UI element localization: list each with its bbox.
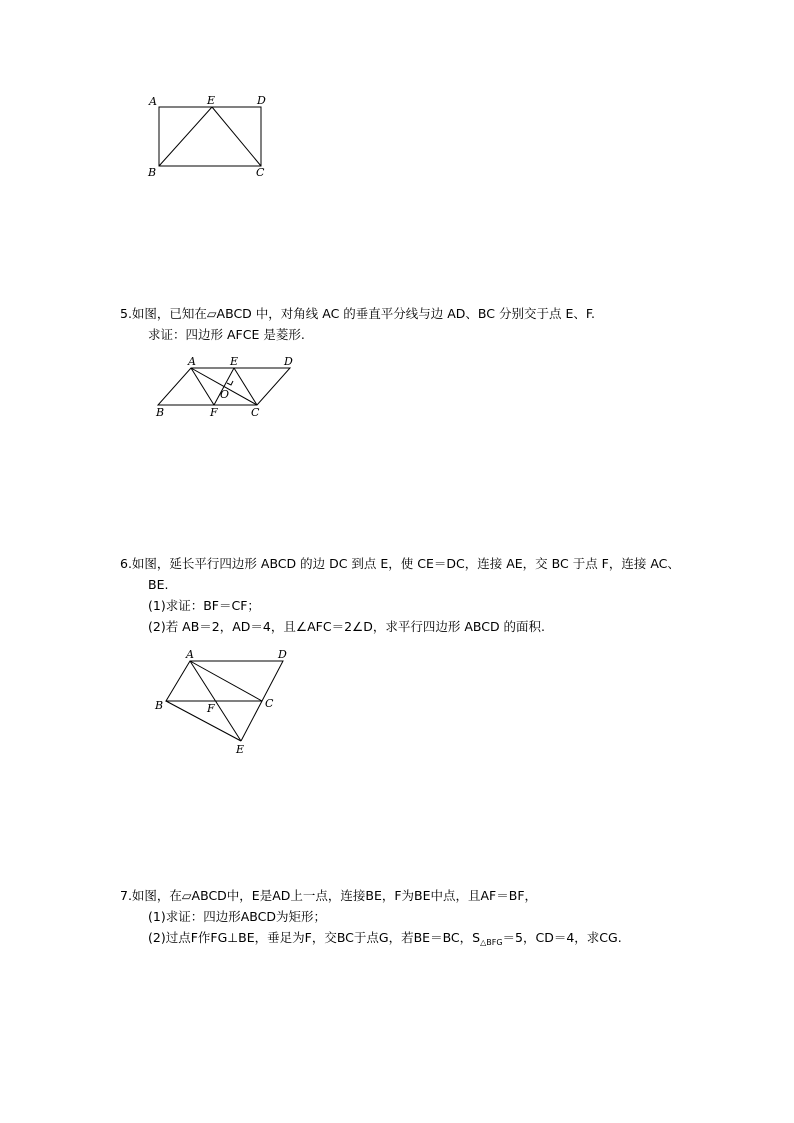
label-b: B — [156, 406, 165, 419]
label-a: A — [186, 648, 194, 661]
label-e: E — [230, 355, 239, 368]
problem6-part1: (1)求证：BF＝CF； — [148, 598, 260, 613]
problem5-statement: 5.如图，已知在▱ABCD 中，对角线 AC 的垂直平分线与边 AD、BC 分别交于点 E、F. — [120, 306, 596, 321]
problem7-part2-text-a: (2)过点F作FG⊥BE，垂足为F，交BC于点G，若BE＝BC，S — [148, 930, 481, 945]
label-a: A — [188, 355, 196, 368]
problem6-statement-line2: BE. — [148, 577, 169, 592]
segment-ac — [190, 661, 262, 701]
label-e: E — [207, 94, 216, 107]
label-c: C — [256, 166, 265, 179]
segment-be — [166, 701, 241, 741]
problem6-statement-line1: 6.如图，延长平行四边形 ABCD 的边 DC 到点 E，使 CE＝DC，连接 AE，交 BC 于点 F，连接 AC、 — [120, 556, 680, 571]
label-b: B — [155, 699, 164, 712]
label-d: D — [284, 355, 293, 368]
problem6-part2: (2)若 AB＝2，AD＝4，且∠AFC＝2∠D，求平行四边形 ABCD 的面积. — [148, 619, 546, 634]
label-f: F — [210, 406, 218, 419]
label-d: D — [278, 648, 287, 661]
segment-ec — [212, 107, 261, 166]
right-angle-mark — [227, 381, 233, 385]
problem5-prove: 求证：四边形 AFCE 是菱形. — [148, 327, 305, 342]
problem7-part2-subscript: △BFG — [480, 938, 503, 947]
problem7-part2-text-b: ＝5，CD＝4，求CG. — [502, 930, 622, 945]
problem7-statement: 7.如图，在▱ABCD中，E是AD上一点，连接BE，F为BE中点，且AF＝BF， — [120, 888, 538, 903]
label-c: C — [265, 697, 274, 710]
parallelogram-abcd — [166, 661, 283, 701]
label-e: E — [236, 743, 245, 756]
segment-eb — [159, 107, 212, 166]
problem7-part2 — [148, 930, 622, 948]
label-c: C — [251, 406, 260, 419]
label-b: B — [148, 166, 157, 179]
problem7-part1: (1)求证：四边形ABCD为矩形； — [148, 909, 326, 924]
label-d: D — [257, 94, 266, 107]
segment-ec — [234, 368, 257, 405]
figure-parallelogram-afce — [150, 352, 300, 424]
figure-rectangle-abcd — [140, 90, 275, 185]
segment-ce — [241, 701, 262, 741]
rectangle-abcd — [159, 107, 261, 166]
label-a: A — [149, 95, 157, 108]
label-o: O — [220, 388, 230, 401]
figure-parallelogram-extended — [150, 645, 295, 757]
segment-af — [191, 368, 214, 405]
label-f: F — [207, 702, 215, 715]
